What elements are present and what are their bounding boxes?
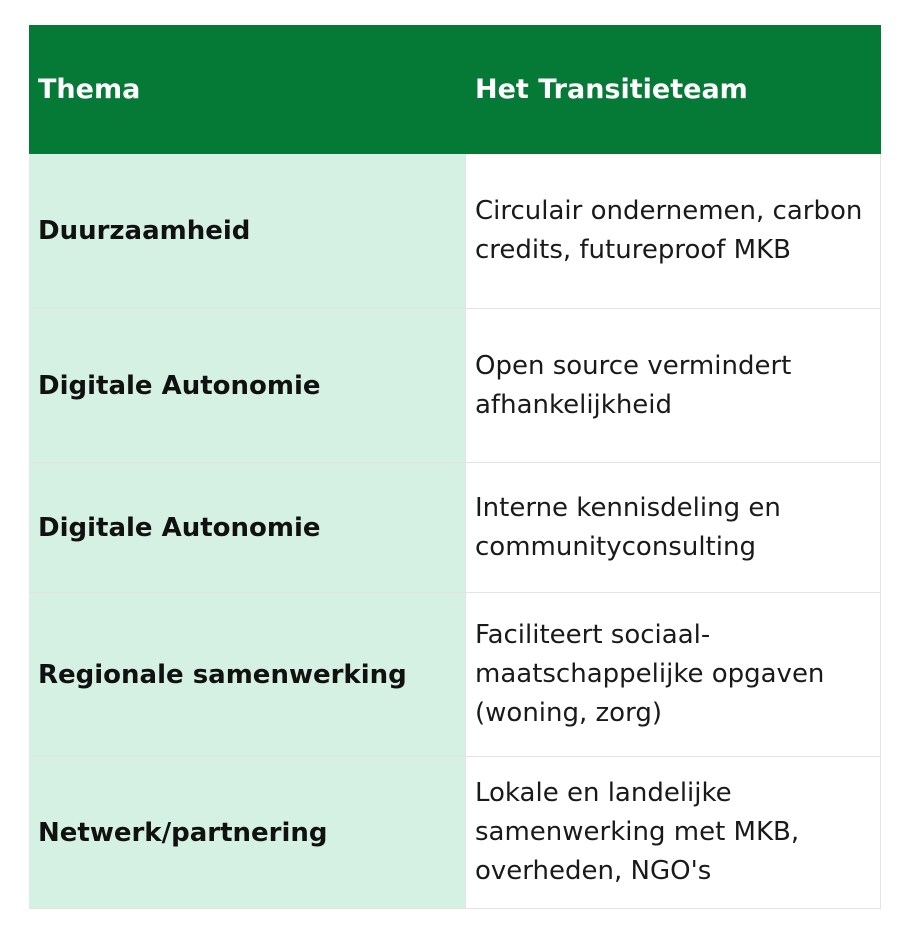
description-text: Circulair ondernemen, carbon credits, futureproof MKB [475, 196, 863, 265]
table-header [29, 25, 881, 154]
table-row [29, 309, 881, 463]
header-thema: Thema [38, 74, 141, 105]
description-cell [466, 593, 881, 756]
description-text: Faciliteert sociaal-maatschappelijke opgaven (woning, zorg) [475, 620, 825, 728]
table-row [29, 154, 881, 309]
theme-table [29, 25, 881, 909]
theme-cell: Digitale Autonomie [29, 309, 466, 462]
description-text: Open source vermindert afhankelijkheid [475, 350, 792, 420]
theme-cell: Digitale Autonomie [29, 463, 466, 592]
table-row [29, 463, 881, 593]
theme-cell: Regionale samenwerking [29, 593, 466, 756]
description-text: Lokale en landelijke samenwerking met MKB, overheden, NGO's [475, 778, 800, 886]
table-row [29, 593, 881, 757]
description-cell [466, 154, 881, 308]
description-cell [466, 463, 881, 592]
description-cell [466, 309, 881, 462]
description-cell [466, 757, 881, 908]
table-row [29, 757, 881, 909]
header-transitieteam: Het Transitieteam [475, 74, 748, 105]
theme-cell: Netwerk/partnering [29, 757, 466, 908]
theme-cell: Duurzaamheid [29, 154, 466, 308]
description-text: Interne kennisdeling en communityconsulting [475, 492, 781, 562]
